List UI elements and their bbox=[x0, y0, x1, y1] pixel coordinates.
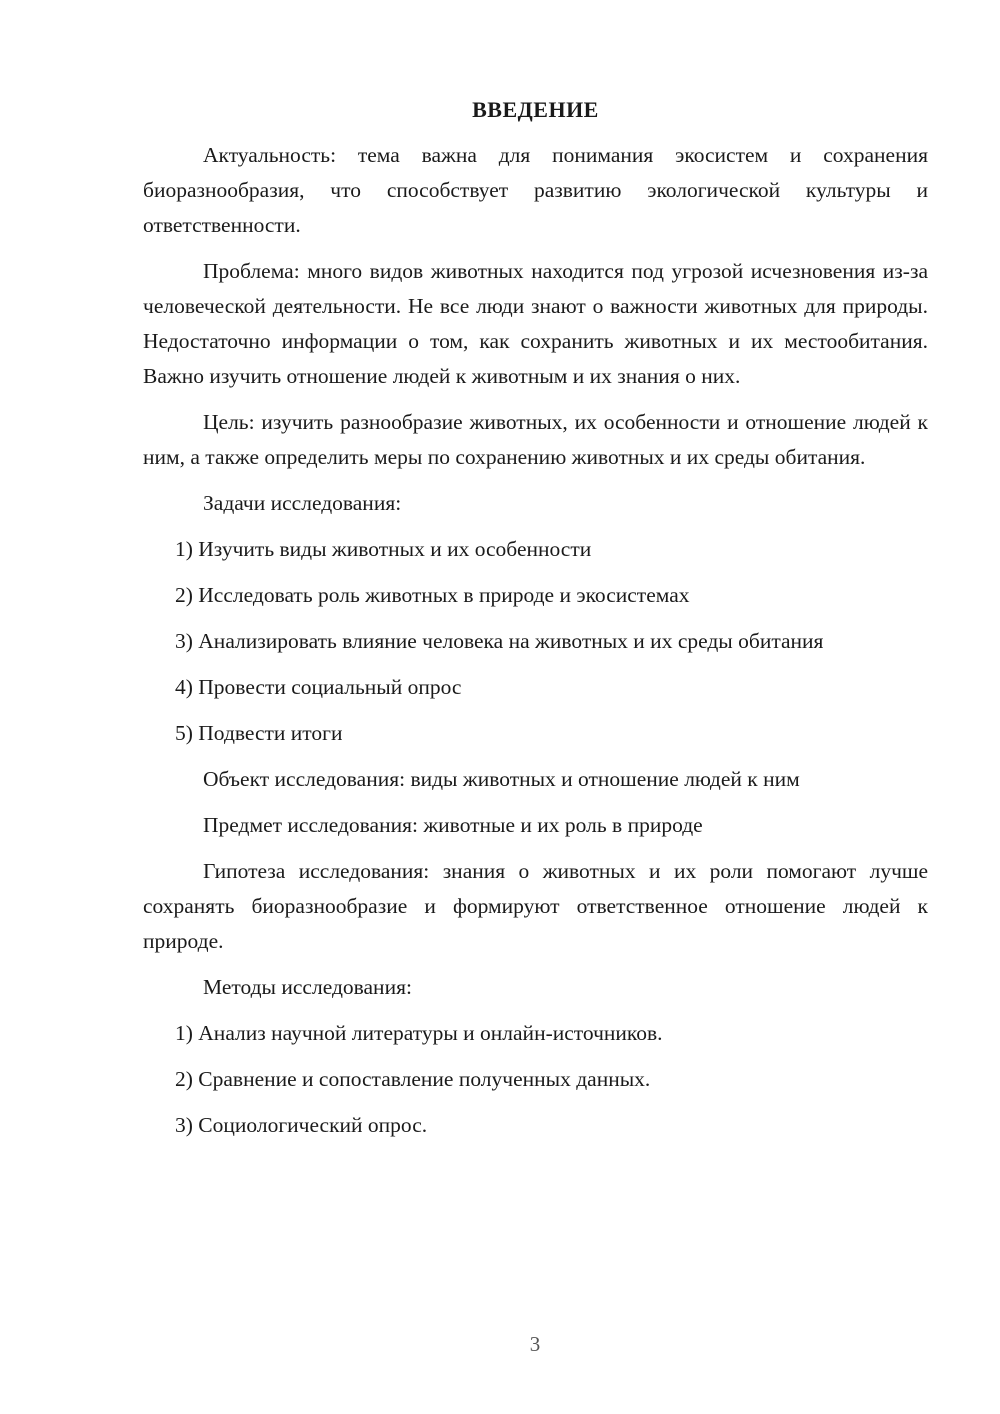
research-subject: Предмет исследования: животные и их роль в природе bbox=[203, 813, 703, 837]
document-page bbox=[143, 94, 928, 1154]
method-item: 1) Анализ научной литературы и онлайн-источников. bbox=[175, 1021, 663, 1045]
method-item: 3) Социологический опрос. bbox=[175, 1113, 428, 1137]
task-item: 1) Изучить виды животных и их особенности bbox=[175, 537, 592, 561]
goal-paragraph: Цель: изучить разнообразие животных, их особенности и отношение людей к ним, а также определить меры по сохранению животных и их среды обитания. bbox=[143, 410, 928, 469]
problem-paragraph: Проблема: много видов животных находится под угрозой исчезновения из-за человеческой деятельности. Не все люди знают о важности животных для природы. Недостаточно информации о том, как сохранить животных и их местообитания. Важно изучить отношение людей к животным и их знания о них. bbox=[143, 259, 928, 388]
task-item: 3) Анализировать влияние человека на животных и их среды обитания bbox=[175, 629, 824, 653]
methods-title: Методы исследования: bbox=[203, 975, 412, 999]
task-item: 5) Подвести итоги bbox=[175, 721, 343, 745]
hypothesis-paragraph: Гипотеза исследования: знания о животных и их роли помогают лучше сохранять биоразнообразие и формируют ответственное отношение людей к природе. bbox=[143, 859, 928, 953]
task-item: 2) Исследовать роль животных в природе и экосистемах bbox=[175, 583, 690, 607]
section-heading: ВВЕДЕНИЕ bbox=[472, 97, 599, 122]
relevance-paragraph: Актуальность: тема важна для понимания экосистем и сохранения биоразнообразия, что способствует развитию экологической культуры и ответственности. bbox=[143, 143, 928, 237]
method-item: 2) Сравнение и сопоставление полученных данных. bbox=[175, 1067, 651, 1091]
page-number: 3 bbox=[529, 1332, 541, 1356]
research-object: Объект исследования: виды животных и отношение людей к ним bbox=[203, 767, 800, 791]
tasks-title: Задачи исследования: bbox=[203, 491, 402, 515]
task-item: 4) Провести социальный опрос bbox=[175, 675, 462, 699]
